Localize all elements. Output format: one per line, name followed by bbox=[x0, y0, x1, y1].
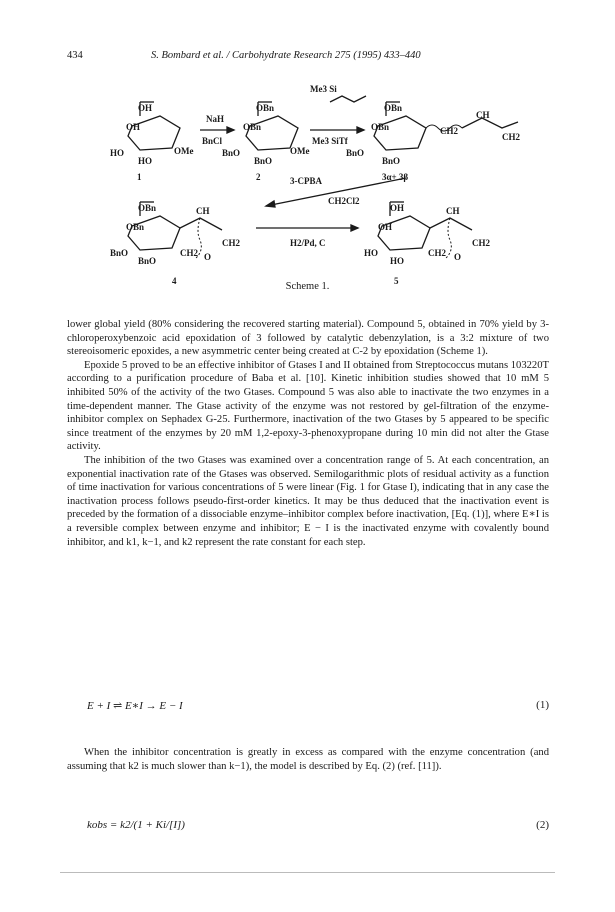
equation-2-body: kobs = k2/(1 + Ki/[I]) bbox=[87, 819, 185, 831]
svg-text:BnO: BnO bbox=[222, 148, 241, 158]
paragraph-1: lower global yield (80% considering the recovered starting material). Compound 5, obtained in 70% yield by 3-chloroperoxybenzoic acid epoxidation of 3 followed by catalytic debenzylation, is a 3:2 mixture of two stereoisomeric epoxides, a new asymmetric center being created at C-2 by epoxidation (Scheme 1). bbox=[67, 319, 549, 358]
svg-text:CH2: CH2 bbox=[428, 248, 446, 258]
reagent-3cpba: 3-CPBA bbox=[290, 176, 322, 186]
svg-text:BnO: BnO bbox=[110, 248, 129, 258]
svg-text:CH2: CH2 bbox=[180, 248, 198, 258]
compound-1-label: 1 bbox=[137, 172, 142, 182]
svg-text:BnO: BnO bbox=[254, 156, 273, 166]
svg-text:CH2: CH2 bbox=[472, 238, 490, 248]
svg-text:HO: HO bbox=[390, 256, 405, 266]
compound-4-label: 4 bbox=[172, 276, 177, 286]
scheme-caption: Scheme 1. bbox=[285, 281, 330, 292]
reagent-ch2cl2: CH2Cl2 bbox=[328, 196, 360, 206]
svg-text:OBn: OBn bbox=[126, 222, 145, 232]
svg-text:OBn: OBn bbox=[243, 122, 262, 132]
svg-text:OH: OH bbox=[138, 103, 153, 113]
svg-text:OBn: OBn bbox=[371, 122, 390, 132]
svg-text:O: O bbox=[454, 252, 462, 262]
body-text bbox=[67, 318, 549, 549]
svg-text:HO: HO bbox=[110, 148, 125, 158]
svg-text:CH: CH bbox=[446, 206, 460, 216]
paragraph-3: The inhibition of the two Gtases was examined over a concentration range of 5. At each concentration, an exponential inactivation rate of the Gtases was observed. Semilogarithmic plots of residual activity as a function of time inactivation for various concentrations of 5 were linear (Fig. 1 for Gtase I), indicating that in any case the inactivation process follows pseudo-first-order kinetics. It may be thus deduced that the inactivation event is preceded by the formation of a dissociable enzyme–inhibitor complex before inactivation, [Eq. (1)], where E∗I is a reversible complex between enzyme and inhibitor; E − I is the inactivated enzyme with covalently bound inhibitor, and k1, k−1, and k2 represent the rate constant for each step. bbox=[67, 454, 549, 548]
svg-text:CH2: CH2 bbox=[502, 132, 520, 142]
svg-text:BnO: BnO bbox=[138, 256, 157, 266]
reagent-naH: NaH bbox=[206, 114, 224, 124]
svg-text:OMe: OMe bbox=[174, 146, 194, 156]
reagent-bncl: BnCl bbox=[202, 136, 223, 146]
running-header bbox=[67, 50, 547, 64]
svg-text:CH: CH bbox=[476, 110, 490, 120]
equation-1-number: (1) bbox=[536, 699, 549, 711]
scheme-drawing bbox=[110, 78, 530, 288]
svg-text:OBn: OBn bbox=[138, 203, 157, 213]
reagent-me3sitf: Me3 SiTf bbox=[312, 136, 348, 146]
paragraph-4: When the inhibitor concentration is greatly in excess as compared with the enzyme concentration (and assuming that k2 is much slower than k−1), the model is described by Eq. (2) (ref. [11]). bbox=[67, 747, 549, 772]
equation-2 bbox=[67, 819, 549, 841]
svg-text:HO: HO bbox=[364, 248, 379, 258]
reagent-me3si: Me3 Si bbox=[310, 84, 337, 94]
svg-text:CH: CH bbox=[196, 206, 210, 216]
reaction-scheme bbox=[110, 78, 530, 288]
body-text-2 bbox=[67, 746, 549, 773]
svg-text:BnO: BnO bbox=[346, 148, 365, 158]
reagent-h2pdc: H2/Pd, C bbox=[290, 238, 326, 248]
svg-text:O: O bbox=[204, 252, 212, 262]
svg-text:BnO: BnO bbox=[382, 156, 401, 166]
svg-text:OH: OH bbox=[390, 203, 405, 213]
svg-text:CH2: CH2 bbox=[440, 126, 458, 136]
svg-text:OH: OH bbox=[378, 222, 393, 232]
compound-5-label: 5 bbox=[394, 276, 399, 286]
svg-text:OH: OH bbox=[126, 122, 141, 132]
page-number: 434 bbox=[67, 50, 83, 61]
compound-3-label: 3α+ 3β bbox=[382, 172, 409, 182]
svg-text:OBn: OBn bbox=[256, 103, 275, 113]
page-bottom-rule bbox=[60, 872, 555, 873]
svg-text:CH2: CH2 bbox=[222, 238, 240, 248]
paragraph-2: Epoxide 5 proved to be an effective inhibitor of Gtases I and II obtained from Streptococcus mutans 103220T according to a purification procedure of Baba et al. [10]. Kinetic inhibition studies showed that 10 mM 5 inhibited 50% of the activity of the two Gtases. Compound 5 was also able to inactivate the two enzymes in a time-dependent manner. The Gtase activity of the enzyme was not restored by gel-filtration of the enzyme-inhibitor complex on Sephadex G-25. Furthermore, inactivation of the two Gtases by 5 appeared to be specific since treatment of the enzymes by 20 mM 1,2-epoxy-3-phenoxypropane during 10 min did not alter the Gtase activity. bbox=[67, 359, 549, 453]
svg-text:OBn: OBn bbox=[384, 103, 403, 113]
svg-text:OMe: OMe bbox=[290, 146, 310, 156]
compound-2-label: 2 bbox=[256, 172, 261, 182]
svg-text:HO: HO bbox=[138, 156, 153, 166]
equation-2-number: (2) bbox=[536, 819, 549, 831]
running-title: S. Bombard et al. / Carbohydrate Research 275 (1995) 433–440 bbox=[151, 50, 421, 61]
equation-1 bbox=[67, 699, 549, 721]
equation-1-body: E + I ⇌ E∗I → E − I bbox=[87, 700, 183, 712]
